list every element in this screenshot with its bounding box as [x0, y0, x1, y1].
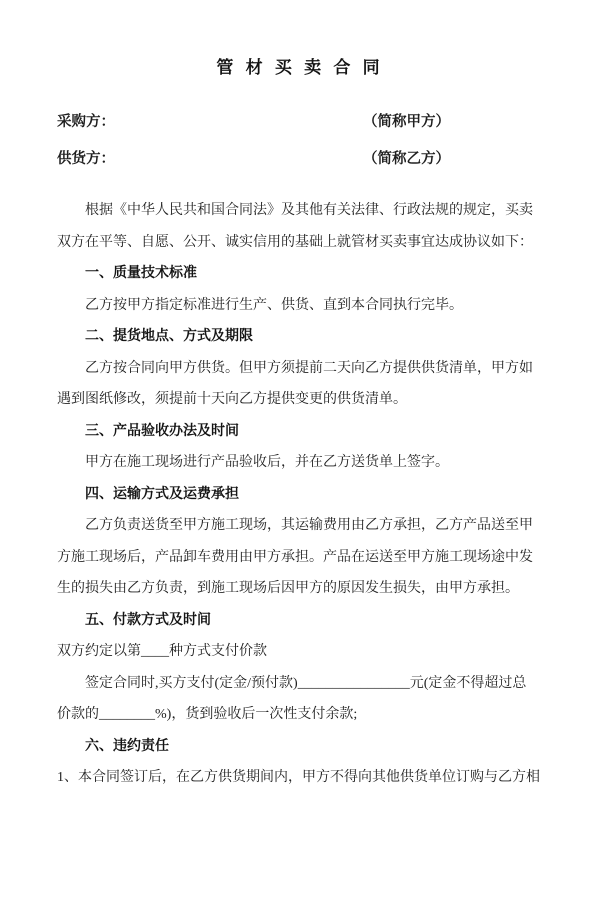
section-3-heading: 三、产品验收办法及时间	[85, 423, 239, 439]
buyer-alias: （简称甲方）	[363, 114, 450, 130]
party-row-supplier	[0, 141, 600, 178]
section-5-heading: 五、付款方式及时间	[85, 612, 211, 628]
section-5-balance-line: 价款的________%)，货到验收后一次性支付余款;	[57, 707, 358, 722]
section-4-body-line-2: 方施工现场后，产品卸车费用由甲方承担。产品在运送至甲方施工现场途中发	[57, 549, 533, 565]
section-4-body-line-3: 生的损失由乙方负责，到施工现场后因甲方的原因发生损失，由甲方承担。	[57, 581, 519, 596]
buyer-label: 采购方：	[57, 114, 115, 130]
contract-parties	[0, 104, 600, 178]
section-3-body: 甲方在施工现场进行产品验收后，并在乙方送货单上签字。	[85, 455, 449, 470]
section-6-heading: 六、违约责任	[85, 738, 169, 754]
section-2-body-line-1: 乙方按合同向甲方供货。但甲方须提前二天向乙方提供供货清单，甲方如	[85, 360, 533, 376]
section-6-body-line-1: 1、本合同签订后，在乙方供货期间内，甲方不得向其他供货单位订购与乙方相	[57, 770, 540, 785]
section-2-heading: 二、提货地点、方式及期限	[85, 329, 253, 344]
section-5-deposit-line: 签定合同时,买方支付(定金/预付款)________________元(定金不得超过总	[85, 675, 527, 691]
party-row-buyer	[0, 104, 600, 141]
contract-body	[0, 195, 600, 794]
section-4-heading: 四、运输方式及运费承担	[85, 486, 239, 502]
section-5-payment-method-line: 双方约定以第____种方式支付价款	[57, 644, 267, 659]
section-1-heading: 一、质量技术标准	[85, 266, 197, 281]
preamble-line-2: 双方在平等、自愿、公开、诚实信用的基础上就管材买卖事宜达成协议如下：	[57, 234, 533, 250]
section-1-body: 乙方按甲方指定标准进行生产、供货、直到本合同执行完毕。	[85, 297, 463, 313]
section-4-body-line-1: 乙方负责送货至甲方施工现场，其运输费用由乙方承担，乙方产品送至甲	[85, 518, 533, 533]
supplier-label: 供货方：	[57, 151, 115, 167]
section-2-body-line-2: 遇到图纸修改，须提前十天向乙方提供变更的供货清单。	[57, 392, 407, 407]
contract-document-page	[0, 56, 600, 905]
document-title: 管 材 买 卖 合 同	[216, 58, 384, 77]
preamble-line-1: 根据《中华人民共和国合同法》及其他有关法律、行政法规的规定，买卖	[85, 203, 533, 218]
supplier-alias: （简称乙方）	[363, 151, 450, 167]
